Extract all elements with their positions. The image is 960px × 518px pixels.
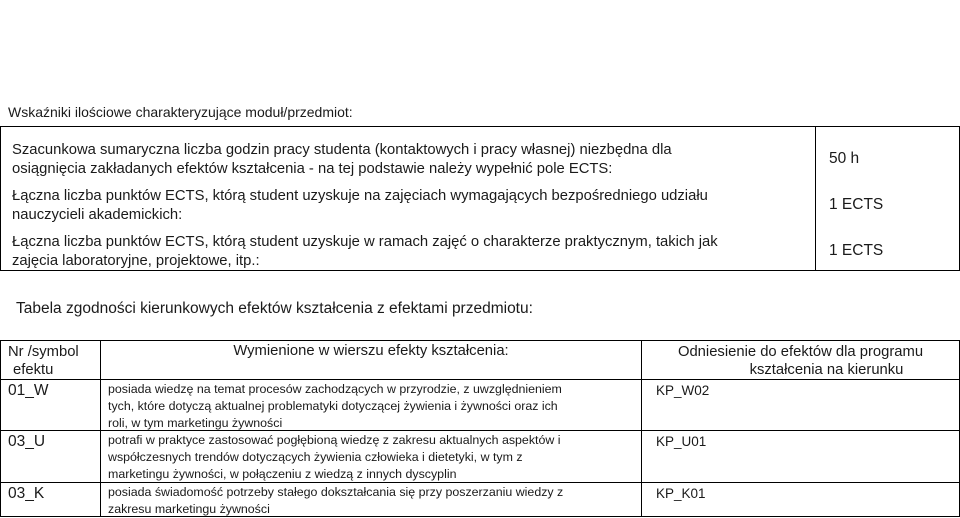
header-reference-line: kształcenia na kierunku xyxy=(749,362,904,378)
workload-divider xyxy=(815,126,816,271)
header-effect: Wymienione w wierszu efekty kształcenia: xyxy=(233,343,509,359)
workload-contact-line: Łączna liczba punktów ECTS, którą student uzyskuje na zajęciach wymagających bezpośredniego udziału xyxy=(12,188,708,204)
workload-intro-line: Szacunkowa sumaryczna liczba godzin pracy studenta (kontaktowych i pracy własnej) niezbędna dla xyxy=(12,142,672,158)
compliance-col-divider xyxy=(100,340,101,517)
workload-practical-line: zajęcia laboratoryjne, projektowe, itp.: xyxy=(12,253,260,269)
workload-top-border xyxy=(0,126,960,127)
compliance-left-border xyxy=(0,340,1,517)
header-symbol xyxy=(8,343,79,379)
workload-contact-ects: 1 ECTS xyxy=(829,196,884,213)
header-reference-line: Odniesienie do efektów dla programu xyxy=(677,344,924,360)
compliance-heading: Tabela zgodności kierunkowych efektów kształcenia z efektami przedmiotu: xyxy=(16,300,533,317)
row-effect xyxy=(108,432,561,483)
row-symbol: 03_K xyxy=(8,485,45,502)
workload-practical-text xyxy=(12,233,718,271)
header-symbol-line: Nr /symbol xyxy=(8,344,79,360)
row-symbol: 01_W xyxy=(8,382,49,399)
header-reference xyxy=(642,343,959,379)
row-reference: KP_U01 xyxy=(656,434,707,449)
row-effect-line: współczesnych trendów dotyczących żywienia człowieka i dietetyki, w tym z xyxy=(108,450,523,464)
row-effect-line: roli, w tym marketingu żywności xyxy=(108,416,283,430)
row-effect-line: zakresu marketingu żywności xyxy=(108,502,270,516)
row-reference: KP_K01 xyxy=(656,486,706,501)
row-effect-line: posiada wiedzę na temat procesów zachodzących w przyrodzie, z uwzględnieniem xyxy=(108,382,562,396)
row-effect-line: marketingu żywności, w połączeniu z wiedzą z innych dyscyplin xyxy=(108,467,457,481)
row-effect-line: posiada świadomość potrzeby stałego dokształcania się przy poszerzaniu wiedzy z xyxy=(108,485,564,499)
workload-left-border xyxy=(0,126,1,271)
compliance-top-border xyxy=(0,340,960,341)
row-reference: KP_W02 xyxy=(656,383,710,398)
row-effect xyxy=(108,484,563,518)
workload-heading: Wskaźniki ilościowe charakteryzujące moduł/przedmiot: xyxy=(8,104,353,120)
row-symbol: 03_U xyxy=(8,433,46,450)
row-effect xyxy=(108,381,562,432)
workload-hours-value: 50 h xyxy=(829,150,860,167)
compliance-row-border xyxy=(0,379,960,380)
workload-contact-line: nauczycieli akademickich: xyxy=(12,207,183,223)
workload-intro-text xyxy=(12,141,672,179)
row-effect-line: potrafi w praktyce zastosować pogłębioną wiedzę z zakresu aktualnych aspektów i xyxy=(108,433,561,447)
header-symbol-line: efektu xyxy=(13,362,54,378)
workload-intro-line: osiągnięcia zakładanych efektów kształcenia - na tej podstawie należy wypełnić pole ECTS: xyxy=(12,161,613,177)
row-effect-line: tych, które dotyczą aktualnej problematyki dotyczącej żywienia i żywności oraz ich xyxy=(108,399,558,413)
workload-practical-ects: 1 ECTS xyxy=(829,242,884,259)
workload-contact-text xyxy=(12,187,708,225)
workload-practical-line: Łączna liczba punktów ECTS, którą student uzyskuje w ramach zajęć o charakterze praktycznym, takich jak xyxy=(12,234,718,250)
